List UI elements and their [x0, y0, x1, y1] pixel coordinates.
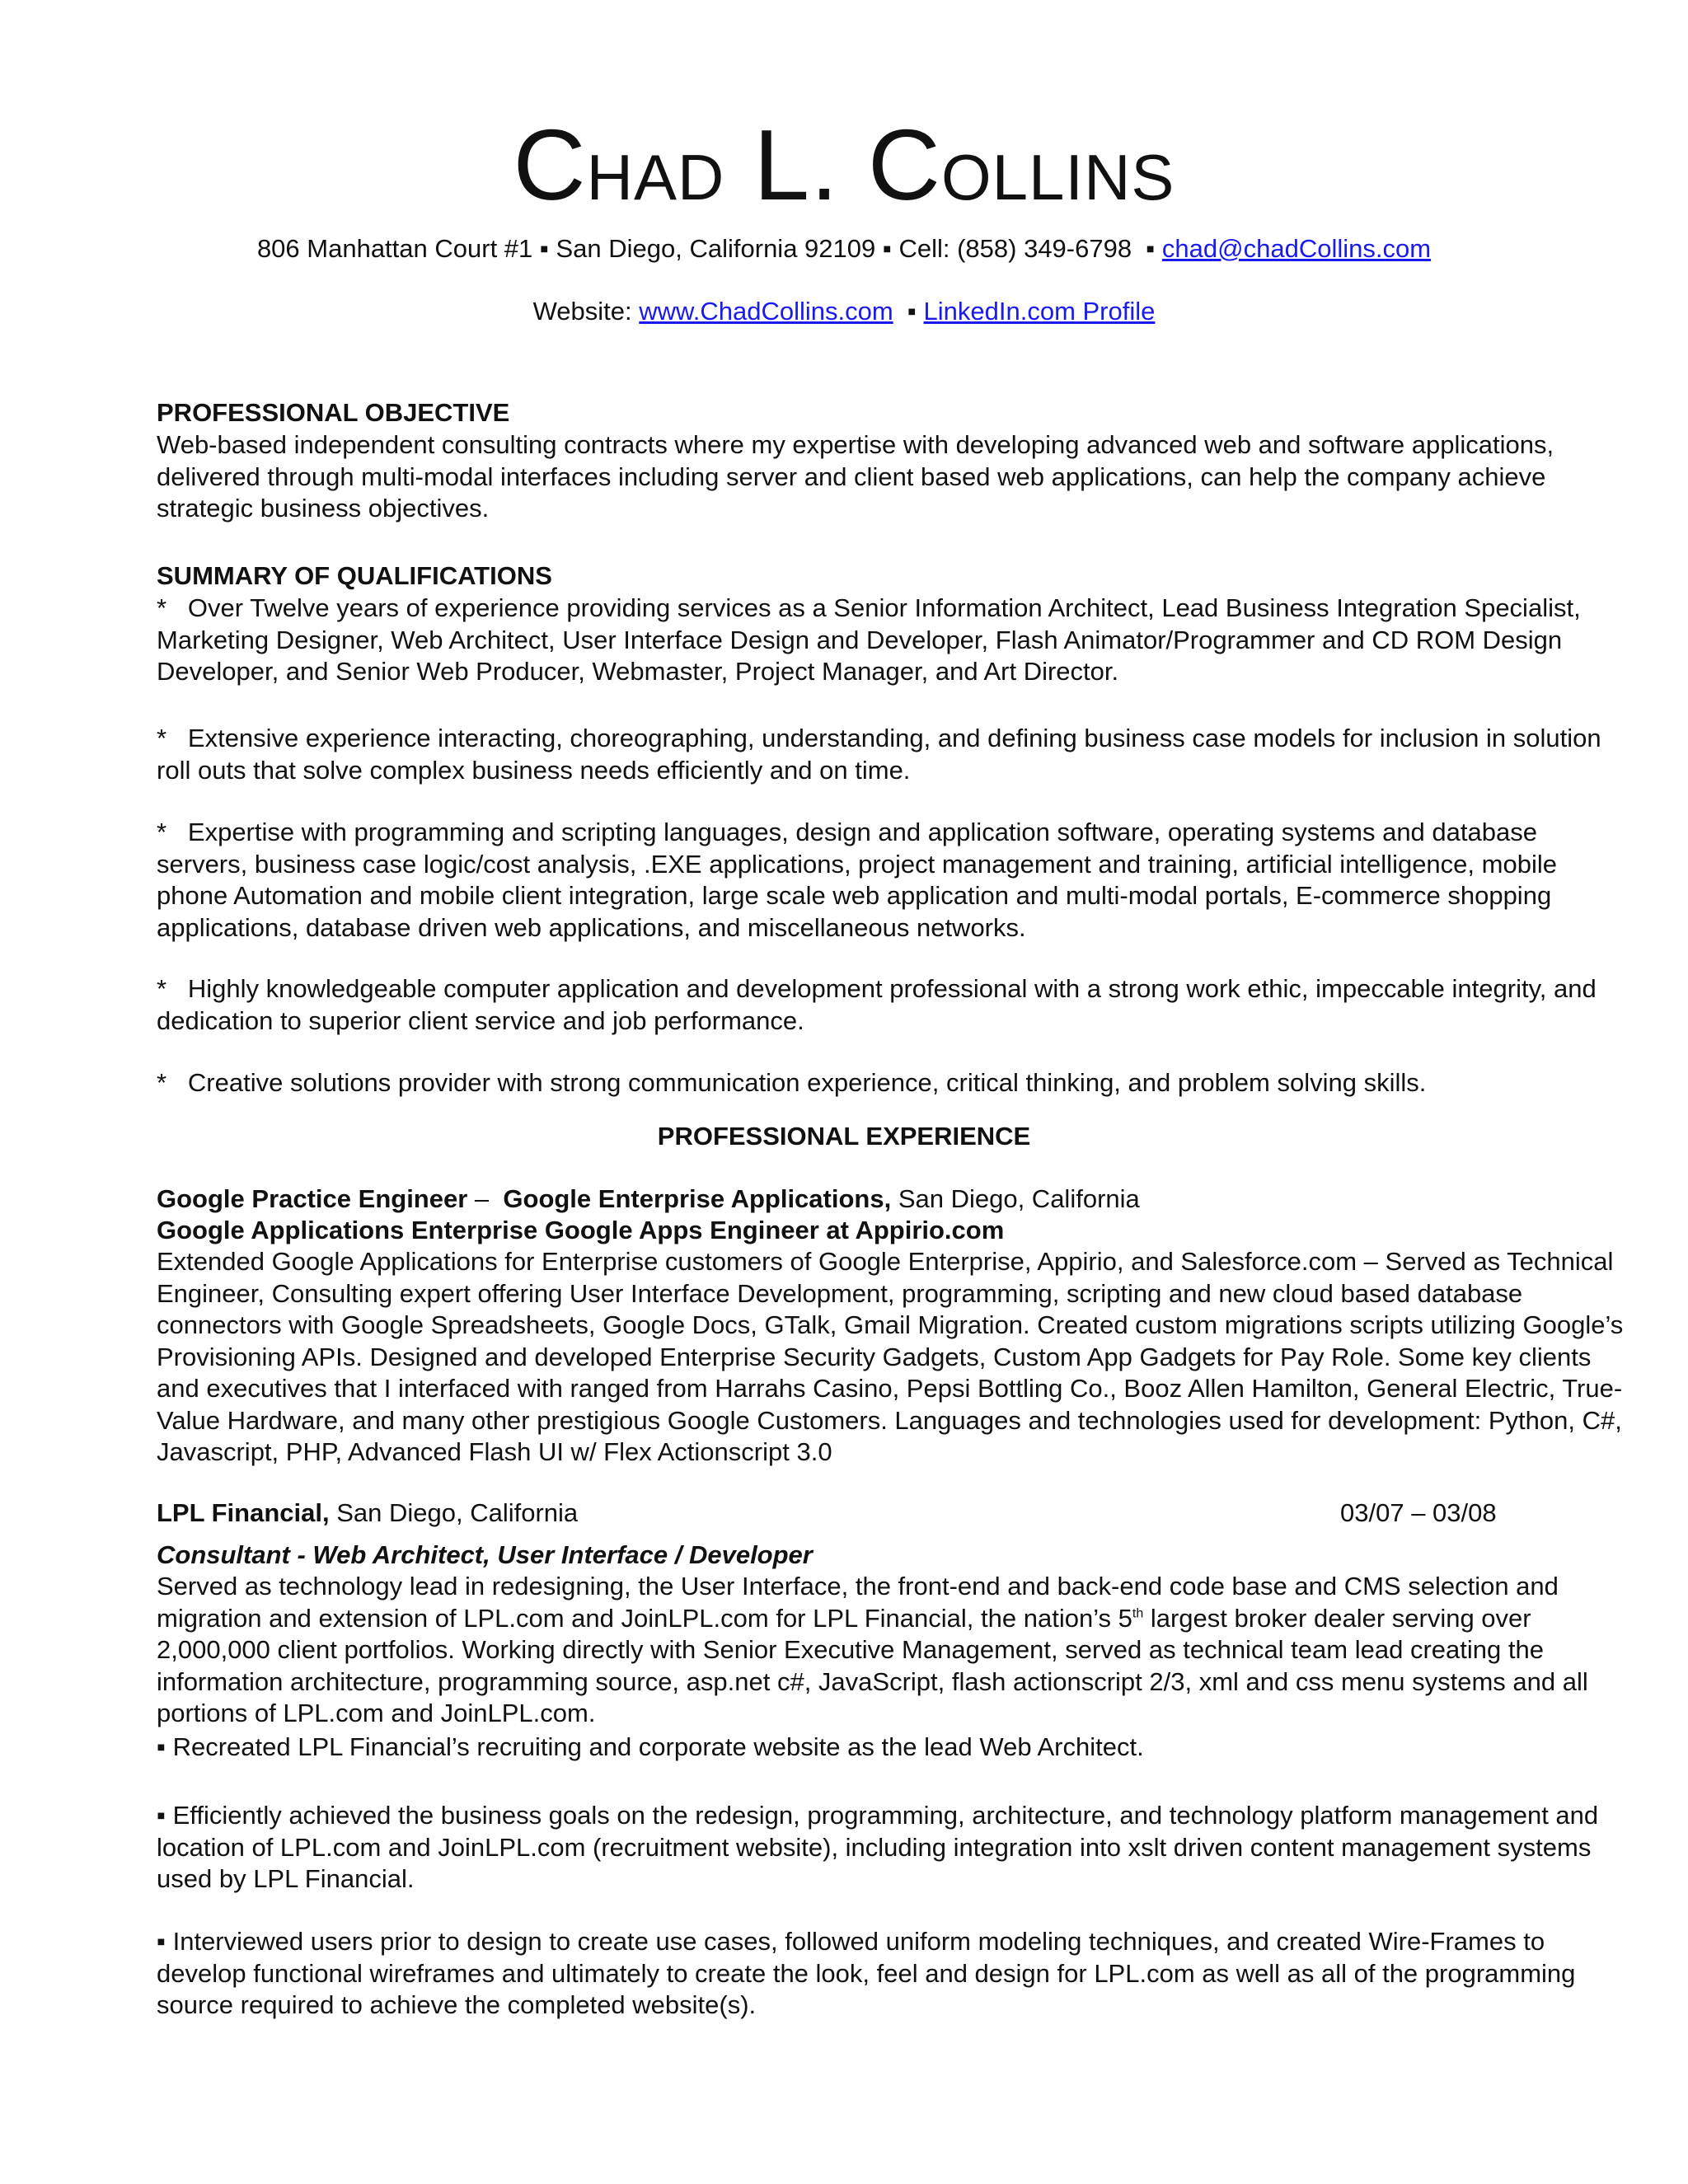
lpl-bullet: ▪ Interviewed users prior to design to create use cases, followed uniform modeling techniques, and created Wire-Frames to develop functional wireframes and ultimately to create the look, feel and design for LPL.com as well as all of the programming source required to achieve the completed website(s).	[157, 1927, 1576, 2019]
contact-line	[0, 232, 1688, 265]
website-label: Website:	[532, 297, 632, 326]
lpl-bullet: ▪ Efficiently achieved the business goals on the redesign, programming, architecture, and technology platform management and location of LPL.com and JoinLPL.com (recruitment website), including integration into xslt driven content management systems used by LPL Financial.	[157, 1801, 1599, 1893]
qualification-item: * Expertise with programming and scripting languages, design and application software, operating systems and database servers, business case logic/cost analysis, .EXE applications, project management and training, artificial intelligence, mobile phone Automation and mobile client integration, large scale web application and multi-modal portals, E-commerce shopping applications, database driven web applications, and miscellaneous networks.	[157, 818, 1564, 942]
address-text: 806 Manhattan Court #1 ▪ San Diego, California 92109 ▪ Cell: (858) 349-6798 ▪	[256, 234, 1156, 263]
qualification-item: * Over Twelve years of experience providing services as a Senior Information Architect, Lead Business Integration Specialist, Marketing Designer, Web Architect, User Interface Design and Developer, Flash Animator/Programmer and CD ROM Design Developer, and Senior Web Producer, Webmaster, Project Manager, and Art Director.	[157, 593, 1588, 686]
job-location: San Diego, California	[891, 1184, 1140, 1213]
google-job-title-line: Google Practice Engineer – Google Enterprise Applications, San Diego, California	[157, 1184, 1140, 1213]
lpl-job-line	[157, 1497, 578, 1530]
name-middle-initial: L.	[724, 109, 868, 221]
experience-heading: PROFESSIONAL EXPERIENCE	[657, 1122, 1031, 1151]
company-name: Google Enterprise Applications,	[503, 1184, 892, 1213]
resume-name	[0, 107, 1688, 235]
google-job-subtitle: Google Applications Enterprise Google Apps Engineer at Appirio.com	[157, 1216, 1005, 1244]
name-initial-first: C	[513, 109, 587, 221]
lpl-job-dates: 03/07 – 03/08	[1340, 1498, 1497, 1527]
google-job-description: Extended Google Applications for Enterprise customers of Google Enterprise, Appirio, and Salesforce.com – Served as Technical Engineer, Consulting expert offering User Interface Development, programming, scripting and new cloud based database connectors with Google Spreadsheets, Google Docs, GTalk, Gmail Migration. Created custom migrations scripts utilizing Google’s Provisioning APIs. Designed and developed Enterprise Security Gadgets, Custom App Gadgets for Pay Role. Some key clients and executives that I interfaced with ranged from Harrahs Casino, Pepsi Bottling Co., Booz Allen Hamilton, General Electric, True-Value Hardware, and many other prestigious Google Customers. Languages and technologies used for development: Python, C#, Javascript, PHP, Advanced Flash UI w/ Flex Actionscript 3.0	[157, 1247, 1624, 1466]
qualification-item: * Highly knowledgeable computer application and development professional with a strong work ethic, impeccable integrity, and dedication to superior client service and job performance.	[157, 974, 1604, 1035]
lpl-job-description: Served as technology lead in redesigning, the User Interface, the front-end and back-end code base and CMS selection and migration and extension of LPL.com and JoinLPL.com for LPL Financial, the nation’s 5th largest broker dealer serving over 2,000,000 client portfolios. Working directly with Senior Executive Management, served as technical team lead creating the information architecture, programming source, asp.net c#, JavaScript, flash actionscript 2/3, xml and css menu systems and all portions of LPL.com and JoinLPL.com.	[157, 1572, 1588, 1727]
objective-text: Web-based independent consulting contracts where my expertise with developing advanced web and software applications, delivered through multi-modal interfaces including server and client based web applications, can help the company achieve strategic business objectives.	[157, 430, 1554, 523]
lpl-bullet: ▪ Recreated LPL Financial’s recruiting and corporate website as the lead Web Architect.	[157, 1732, 1144, 1761]
job-title: Google Practice Engineer	[157, 1184, 468, 1213]
qualification-item: * Creative solutions provider with strong communication experience, critical thinking, and problem solving skills.	[157, 1068, 1427, 1097]
qualification-item: * Extensive experience interacting, choreographing, understanding, and defining business case models for inclusion in solution roll outs that solve complex business needs efficiently and on time.	[157, 724, 1609, 785]
company-name: LPL Financial,	[157, 1498, 330, 1527]
link-separator: ▪	[907, 297, 917, 326]
name-rest-last: OLLINS	[940, 141, 1175, 213]
name-rest-first: HAD	[586, 141, 725, 213]
job-location: San Diego, California	[329, 1498, 579, 1527]
email-link[interactable]: chad@chadCollins.com	[1161, 234, 1432, 263]
name-initial-last: C	[867, 109, 941, 221]
qualifications-heading: SUMMARY OF QUALIFICATIONS	[157, 561, 552, 590]
website-link[interactable]: www.ChadCollins.com	[639, 297, 893, 326]
lpl-job-role: Consultant - Web Architect, User Interface / Developer	[157, 1540, 813, 1569]
linkedin-link[interactable]: LinkedIn.com Profile	[923, 297, 1156, 326]
objective-heading: PROFESSIONAL OBJECTIVE	[157, 398, 510, 427]
web-links-line	[0, 295, 1688, 328]
